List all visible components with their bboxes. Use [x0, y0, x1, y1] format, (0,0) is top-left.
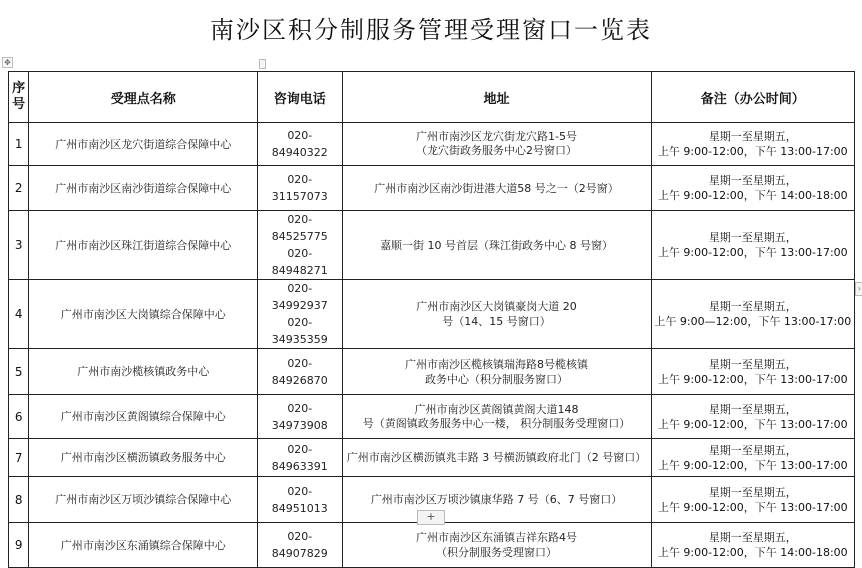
office-hours-cell [651, 123, 854, 166]
acceptance-point-name: 广州市南沙榄核镇政务中心 [29, 349, 258, 395]
consult-phone-cell [258, 395, 342, 439]
address-line: 嘉顺一街 10 号首层（珠江街政务中心 8 号窗） [380, 238, 614, 252]
address-cell [342, 349, 651, 395]
address-line: 号（14、15 号窗口） [442, 315, 551, 328]
office-hours-line: 星期一至星期五， [708, 174, 797, 187]
row-number: 9 [9, 523, 29, 568]
acceptance-point-name: 广州市南沙区龙穴街道综合保障中心 [29, 123, 258, 166]
consult-phone: 020-31157073 [271, 173, 328, 203]
office-hours-cell [651, 166, 854, 211]
consult-phone-cell [258, 280, 342, 349]
consult-phone: 020-34992937 [271, 282, 328, 312]
table-row [9, 523, 855, 568]
office-hours-line: 上午 9:00-12:00，下午 13:00-17:00 [657, 417, 848, 431]
consult-phone: 020-84948271 [271, 247, 328, 277]
add-row-button[interactable]: + [417, 510, 445, 525]
address-line: 广州市南沙区南沙街进港大道58 号之一（2号窗） [374, 181, 619, 195]
office-hours-line: 上午 9:00-12:00，下午 13:00-17:00 [657, 500, 848, 514]
office-hours-line: 上午 9:00-12:00，下午 14:00-18:00 [657, 546, 848, 559]
address-line: 广州市南沙区东涌镇吉祥东路4号 [416, 531, 578, 544]
address-cell [342, 395, 651, 439]
office-hours-line: 上午 9:00-12:00，下午 14:00-18:00 [657, 189, 848, 202]
address-line: 广州市南沙区榄核镇瑞海路8号榄核镇 [405, 357, 589, 371]
office-hours-cell [651, 439, 854, 477]
service-window-table [8, 71, 855, 568]
office-hours-line: 上午 9:00-12:00，下午 13:00-17:00 [657, 246, 848, 259]
header-name: 受理点名称 [29, 72, 258, 123]
office-hours-line: 星期一至星期五， [708, 300, 797, 313]
column-resize-handle[interactable] [259, 59, 266, 69]
consult-phone-cell [258, 523, 342, 568]
consult-phone-cell [258, 123, 342, 166]
header-note: 备注（办公时间） [651, 72, 854, 123]
office-hours-line: 上午 9:00—12:00，下午 13:00-17:00 [654, 315, 852, 328]
header-phone: 咨询电话 [258, 72, 342, 123]
acceptance-point-name: 广州市南沙区横沥镇政务服务中心 [29, 439, 258, 477]
acceptance-point-name: 广州市南沙区大岗镇综合保障中心 [29, 280, 258, 349]
table-row [9, 439, 855, 477]
document-title: 南沙区积分制服务管理受理窗口一览表 [210, 16, 652, 44]
table-row [9, 123, 855, 166]
acceptance-point-name: 广州市南沙区珠江街道综合保障中心 [29, 211, 258, 280]
address-line: （龙穴街政务服务中心2号窗口） [416, 144, 578, 157]
consult-phone-cell [258, 477, 342, 523]
address-line: （积分制服务受理窗口） [436, 546, 558, 559]
office-hours-cell [651, 280, 854, 349]
consult-phone: 020-84940322 [271, 129, 328, 159]
address-line: 号（黄阁镇政务服务中心一楼， 积分制服务受理窗口） [362, 416, 631, 430]
office-hours-cell [651, 349, 854, 395]
table-row [9, 349, 855, 395]
address-cell [342, 123, 651, 166]
consult-phone: 020-34935359 [271, 316, 328, 346]
consult-phone-cell [258, 166, 342, 211]
address-line: 广州市南沙区龙穴街龙穴路1-5号 [416, 130, 578, 143]
office-hours-line: 星期一至星期五， [708, 130, 797, 143]
office-hours-line: 星期一至星期五， [708, 231, 797, 244]
row-number: 4 [9, 280, 29, 349]
table-row [9, 166, 855, 211]
address-cell [342, 166, 651, 211]
table-header-row [9, 72, 855, 123]
address-line: 广州市南沙区万顷沙镇康华路 7 号（6、7 号窗口） [370, 493, 623, 506]
consult-phone-cell [258, 349, 342, 395]
address-line: 广州市南沙区黄阁镇黄阁大道148 [414, 402, 579, 416]
address-cell [342, 211, 651, 280]
table-row [9, 395, 855, 439]
address-line: 政务中心（积分制服务窗口） [425, 372, 569, 386]
acceptance-point-name: 广州市南沙区万顷沙镇综合保障中心 [29, 477, 258, 523]
address-cell [342, 280, 651, 349]
consult-phone: 020-34973908 [271, 401, 328, 432]
consult-phone: 020-84907829 [271, 530, 328, 560]
row-number: 8 [9, 477, 29, 523]
office-hours-line: 星期一至星期五， [708, 402, 797, 416]
row-number: 2 [9, 166, 29, 211]
acceptance-point-name: 广州市南沙区南沙街道综合保障中心 [29, 166, 258, 211]
row-number: 5 [9, 349, 29, 395]
address-line: 广州市南沙区横沥镇兆丰路 3 号横沥镇政府北门（2 号窗口） [346, 451, 647, 464]
office-hours-cell [651, 211, 854, 280]
consult-phone: 020-84951013 [271, 484, 328, 515]
office-hours-cell [651, 523, 854, 568]
consult-phone-cell [258, 211, 342, 280]
header-address: 地址 [342, 72, 651, 123]
row-insert-marker-icon[interactable]: › [855, 282, 862, 296]
consult-phone: 020-84926870 [271, 356, 328, 387]
table-move-handle-icon[interactable]: ✥ [2, 57, 13, 68]
row-number: 7 [9, 439, 29, 477]
row-number: 3 [9, 211, 29, 280]
table-row [9, 211, 855, 280]
header-no: 序号 [9, 72, 29, 123]
consult-phone: 020-84525775 [271, 213, 328, 243]
office-hours-line: 星期一至星期五， [708, 443, 797, 457]
address-cell [342, 439, 651, 477]
table-body [9, 123, 855, 568]
office-hours-cell [651, 395, 854, 439]
office-hours-line: 上午 9:00-12:00，下午 13:00-17:00 [657, 372, 848, 386]
row-number: 1 [9, 123, 29, 166]
office-hours-cell [651, 477, 854, 523]
address-line: 广州市南沙区大岗镇豪岗大道 20 [416, 300, 577, 313]
row-number: 6 [9, 395, 29, 439]
office-hours-line: 上午 9:00-12:00，下午 13:00-17:00 [657, 145, 848, 158]
acceptance-point-name: 广州市南沙区黄阁镇综合保障中心 [29, 395, 258, 439]
office-hours-line: 星期一至星期五， [708, 485, 797, 499]
consult-phone-cell [258, 439, 342, 477]
office-hours-line: 上午 9:00-12:00，下午 13:00-17:00 [657, 458, 848, 472]
acceptance-point-name: 广州市南沙区东涌镇综合保障中心 [29, 523, 258, 568]
table-row [9, 280, 855, 349]
office-hours-line: 星期一至星期五， [708, 357, 797, 371]
address-cell [342, 477, 651, 523]
office-hours-line: 星期一至星期五， [708, 531, 797, 544]
consult-phone: 020-84963391 [271, 442, 328, 473]
address-cell [342, 523, 651, 568]
